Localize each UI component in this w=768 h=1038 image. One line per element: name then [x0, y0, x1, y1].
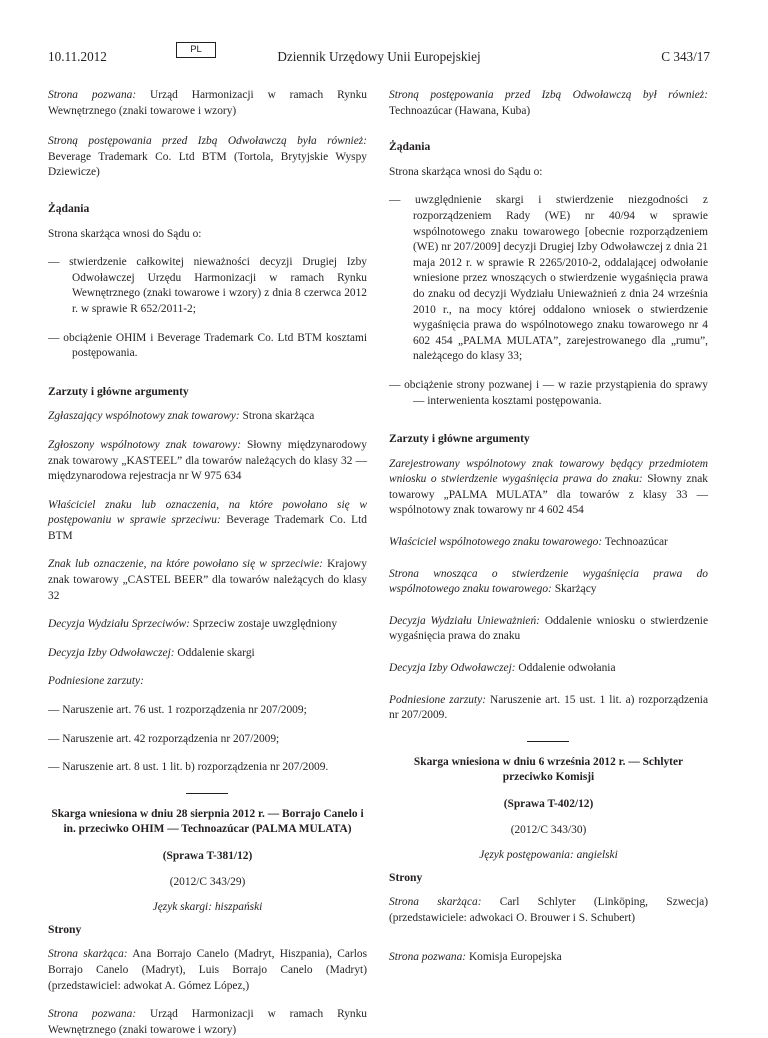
right-column — [389, 88, 708, 965]
applicant-paragraph: Strona skarżąca: Carl Schlyter (Linköping, Szwecja) (przedstawiciele: adwokaci O. Brouwer i S. Schubert) — [389, 896, 708, 924]
claim-item: — obciążenie strony pozwanej i — w razie przystąpienia do sprawy — interwenienta kosztami postępowania. — [389, 378, 708, 407]
opposition-decision: Decyzja Wydziału Sprzeciwów: Sprzeciw zostaje uwzględniony — [48, 618, 338, 631]
proprietor-paragraph: Właściciel wspólnotowego znaku towarowego: Technoazúcar — [389, 536, 668, 549]
section-heading: Strony — [389, 870, 423, 884]
earlier-mark-paragraph: Znak lub oznaczenie, na które powołano się w sprzeciwie: Krajowy znak towarowy „CASTEL BEER” dla towarów należących do klasy 32 — [48, 558, 367, 602]
oj-case-reference: (2012/C 343/30) — [510, 823, 587, 836]
claims-intro: Strona skarżąca wnosi do Sądu o: — [48, 227, 202, 240]
mark-paragraph: Zgłoszony wspólnotowy znak towarowy: Słowny międzynarodowy znak towarowy „KASTEEL” dla towarów należących do klasy 32 — międzynarodowa rejestracja nr W 975 634 — [48, 438, 367, 483]
publication-date: 10.11.2012 — [48, 49, 107, 64]
left-column — [48, 88, 367, 1038]
proprietor-paragraph: Właściciel znaku lub oznaczenia, na które powołano się w postępowaniu w sprawie sprzeciwu: Beverage Trademark Co. Ltd BTM — [48, 498, 367, 542]
section-heading: Zarzuty i główne argumenty — [48, 384, 189, 398]
case-language: Język skargi: hiszpański — [152, 901, 263, 914]
case-number: (Sprawa T-402/12) — [503, 798, 594, 810]
revocation-applicant-paragraph: Strona wnosząca o stwierdzenie wygaśnięcia prawa do wspólnotowego znaku towarowego: Skarżący — [389, 567, 708, 596]
section-heading: Strony — [48, 922, 82, 936]
case-title: Skarga wniesiona w dniu 6 września 2012 r. — Schlyter przeciwko Komisji — [413, 755, 684, 784]
separator-rule — [527, 741, 569, 742]
applicant-paragraph: Strona skarżąca: Ana Borrajo Canelo (Madryt, Hiszpania), Carlos Borrajo Canelo (Madryt), Luis Borrajo Canelo (Madryt) (przedstawiciel: adwokat A. Gómez López,) — [48, 948, 368, 992]
defendant-paragraph: Strona pozwana: Komisja Europejska — [389, 950, 562, 963]
journal-title: Dziennik Urzędowy Unii Europejskiej — [277, 49, 481, 64]
case-title: Skarga wniesiona w dniu 28 sierpnia 2012 r. — Borrajo Canelo i in. przeciwko OHIM — Technoazúcar (PALMA MULATA) — [51, 807, 364, 836]
claim-item: — obciążenie OHIM i Beverage Trademark Co. Ltd BTM kosztami postępowania. — [48, 331, 367, 360]
claim-item: — uwzględnienie skargi i stwierdzenie niezgodności z rozporządzeniem Rady (WE) nr 40/94 w sprawie wspólnotowego znaku towarowego [obecnie rozporządzeniem (WE) nr 207/2009] decyzji Drugiej Izby Odwoławczej z dnia 21 maja 2012 r. w sprawie R 2265/2010-2, oddalającej odwołanie wniesione przez wnoszących o stwierdzenie wygaśnięcia prawa do znaku od decyzji Wydziału Unieważnień z dnia 24 września 2010 r., na mocy której oddalono wniosek o stwierdzenie wygaśnięcia prawa do wspólnotowego znaku towarowego nr 4 602 454 „PALMA MULATA”, zarejestrowanego dla „rumu”, należącego do klasy 33; — [389, 194, 708, 363]
plea-item: — Naruszenie art. 76 ust. 1 rozporządzenia nr 207/2009; — [48, 704, 307, 717]
language-badge: PL — [176, 42, 216, 58]
registered-mark-paragraph: Zarejestrowany wspólnotowy znak towarowy będący przedmiotem wniosku o stwierdzenie wygaśnięcia prawa do znaku: Słowny znak towarowy „PALMA MULATA” dla towarów z klasy 33 — wspólnotowy znak towarowy nr 4 602 454 — [389, 457, 709, 517]
oj-case-reference: (2012/C 343/29) — [169, 875, 246, 888]
section-heading: Żądania — [48, 201, 90, 215]
plea-item: — Naruszenie art. 42 rozporządzenia nr 207/2009; — [48, 732, 280, 745]
claims-intro: Strona skarżąca wnosi do Sądu o: — [389, 165, 543, 178]
oj-reference: C 343/17 — [661, 49, 710, 64]
section-heading: Żądania — [389, 140, 431, 154]
claim-item: — stwierdzenie całkowitej nieważności decyzji Drugiej Izby Odwoławczej Urzędu Harmonizacji w ramach Rynku Wewnętrznego (znaki towarowe i wzory) z dnia 8 czerwca 2012 r. w sprawie R 652/2011-2; — [48, 256, 367, 315]
board-decision: Decyzja Izby Odwoławczej: Oddalenie skargi — [48, 646, 255, 659]
defendant-paragraph: Strona pozwana: Urząd Harmonizacji w ramach Rynku Wewnętrznego (znaki towarowe i wzory) — [48, 89, 367, 117]
separator-rule — [186, 793, 228, 794]
section-heading: Zarzuty i główne argumenty — [389, 432, 530, 446]
other-party-paragraph: Stroną postępowania przed Izbą Odwoławczą był również: Technoazúcar (Hawana, Kuba) — [389, 89, 708, 117]
board-decision: Decyzja Izby Odwoławczej: Oddalenie odwołania — [389, 662, 616, 675]
page-header — [48, 44, 710, 66]
defendant-paragraph: Strona pozwana: Urząd Harmonizacji w ramach Rynku Wewnętrznego (znaki towarowe i wzory) — [48, 1008, 367, 1036]
case-language: Język postępowania: angielski — [479, 849, 618, 862]
pleas-label: Podniesione zarzuty: — [48, 675, 144, 688]
other-party-paragraph: Stroną postępowania przed Izbą Odwoławczą była również: Beverage Trademark Co. Ltd BTM (Tortola, Brytyjskie Wyspy Dziewicze) — [48, 135, 367, 179]
cancellation-decision: Decyzja Wydziału Unieważnień: Oddalenie wniosku o stwierdzenie wygaśnięcia prawa do znaku — [389, 614, 709, 643]
applicant-paragraph: Zgłaszający wspólnotowy znak towarowy: Strona skarżąca — [48, 410, 315, 423]
plea-item: — Naruszenie art. 8 ust. 1 lit. b) rozporządzenia nr 207/2009. — [48, 761, 329, 774]
case-number: (Sprawa T-381/12) — [162, 850, 253, 862]
pleas-paragraph: Podniesione zarzuty: Naruszenie art. 15 ust. 1 lit. a) rozporządzenia nr 207/2009. — [389, 693, 709, 722]
